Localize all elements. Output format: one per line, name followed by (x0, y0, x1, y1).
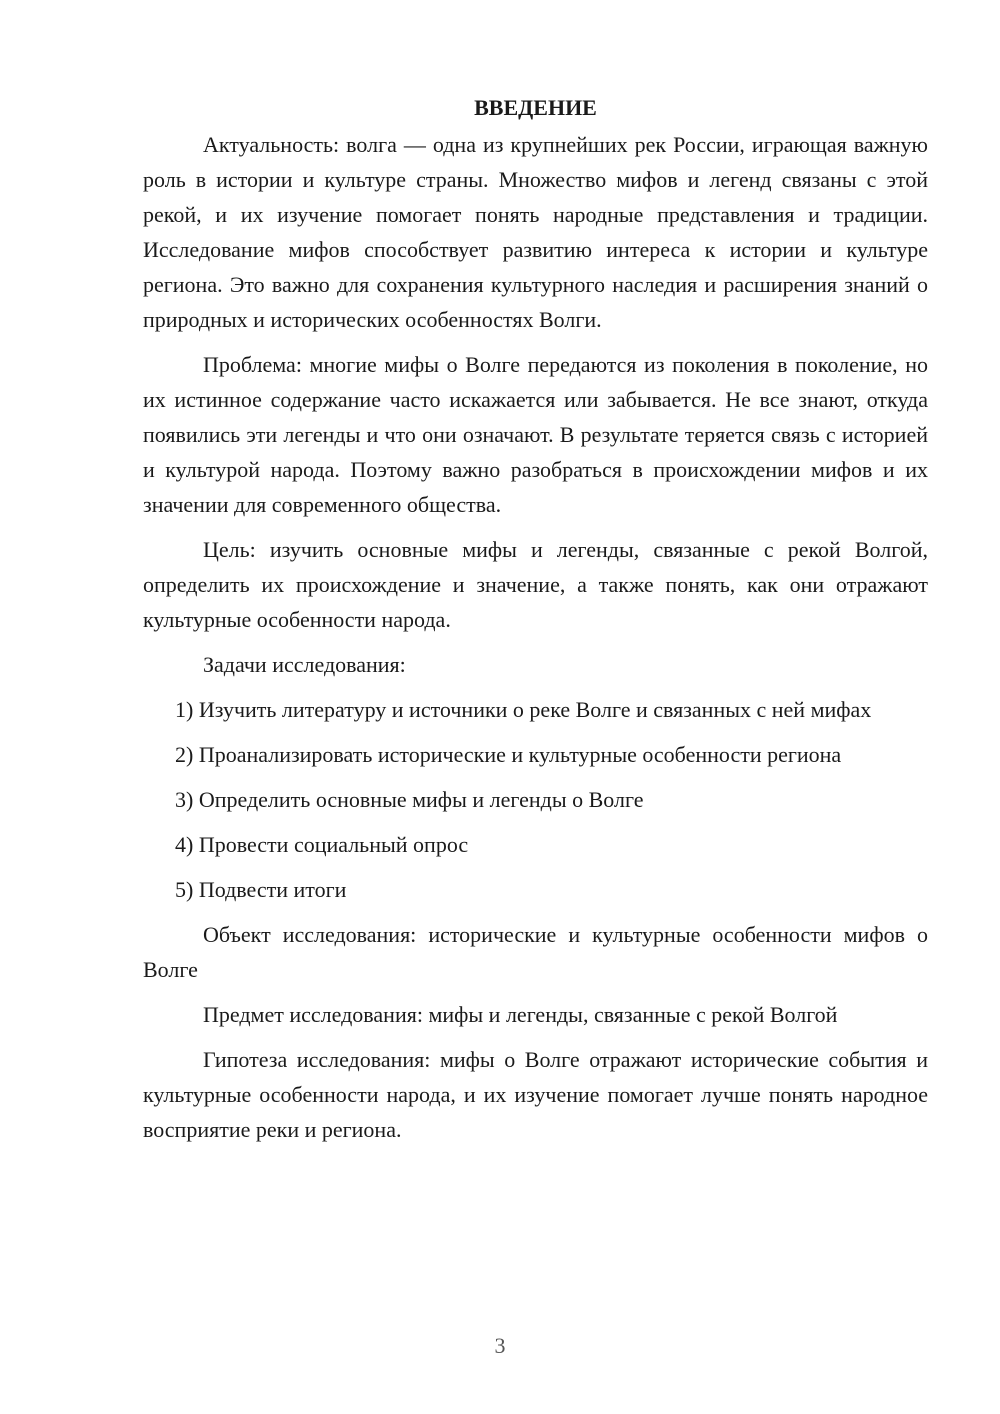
section-title: ВВЕДЕНИЕ (474, 95, 597, 120)
task-item: 5) Подвести итоги (175, 877, 347, 902)
relevance-paragraph: Актуальность: волга — одна из крупнейших рек России, играющая важную роль в истории и культуре страны. Множество мифов и легенд связаны с этой рекой, и их изучение помогает понять народные представления и традиции. Исследование мифов способствует развитию интереса к истории и культуре региона. Это важно для сохранения культурного наследия и расширения знаний о природных и исторических особенностях Волги. (143, 132, 928, 332)
goal-paragraph: Цель: изучить основные мифы и легенды, связанные с рекой Волгой, определить их происхождение и значение, а также понять, как они отражают культурные особенности народа. (143, 537, 928, 632)
problem-paragraph: Проблема: многие мифы о Волге передаются из поколения в поколение, но их истинное содержание часто искажается или забывается. Не все знают, откуда появились эти легенды и что они означают. В результате теряется связь с историей и культурой народа. Поэтому важно разобраться в происхождении мифов и их значении для современного общества. (143, 352, 928, 517)
task-item: 4) Провести социальный опрос (175, 832, 469, 857)
object-paragraph: Объект исследования: исторические и культурные особенности мифов о Волге (143, 922, 928, 982)
tasks-heading: Задачи исследования: (203, 652, 406, 677)
subject-paragraph: Предмет исследования: мифы и легенды, связанные с рекой Волгой (203, 1002, 838, 1027)
hypothesis-paragraph: Гипотеза исследования: мифы о Волге отражают исторические события и культурные особенности народа, и их изучение помогает лучше понять народное восприятие реки и региона. (143, 1047, 928, 1142)
task-item: 1) Изучить литературу и источники о реке Волге и связанных с ней мифах (175, 697, 872, 722)
task-item: 3) Определить основные мифы и легенды о Волге (175, 787, 644, 812)
page-number: 3 (494, 1333, 506, 1358)
task-item: 2) Проанализировать исторические и культурные особенности региона (175, 742, 842, 767)
document-page (143, 90, 928, 1157)
